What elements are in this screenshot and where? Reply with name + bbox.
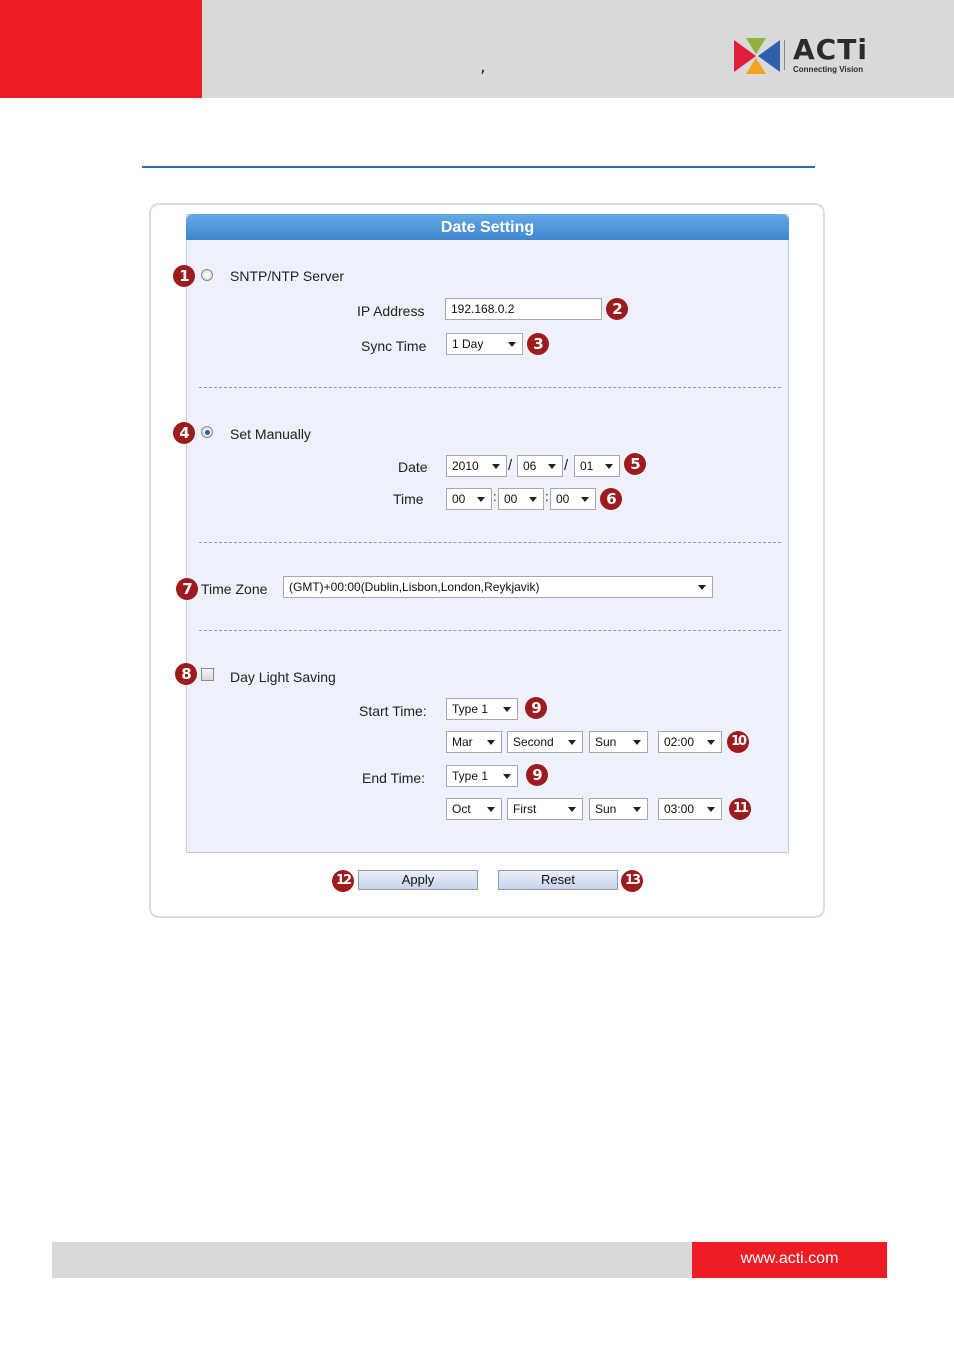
panel-title: Date Setting: [186, 214, 789, 240]
hour-value: 00: [452, 492, 466, 506]
chevron-down-icon: [477, 497, 485, 502]
chevron-down-icon: [487, 740, 495, 745]
marker-11: 11: [729, 798, 751, 820]
date-separator: /: [508, 457, 513, 474]
chevron-down-icon: [503, 707, 511, 712]
sync-time-select[interactable]: [446, 333, 523, 355]
chevron-down-icon: [568, 807, 576, 812]
end-time-value: 03:00: [664, 802, 695, 816]
marker-9: 9: [525, 697, 547, 719]
end-month-select[interactable]: [446, 798, 502, 820]
divider-1: [199, 387, 781, 388]
chevron-down-icon: [633, 740, 641, 745]
start-week-value: Second: [513, 735, 554, 749]
marker-2: 2: [606, 298, 628, 320]
header-punctuation: ,: [480, 56, 486, 77]
header-red-block: [0, 0, 202, 98]
hour-select[interactable]: [446, 488, 492, 510]
marker-8: 8: [175, 663, 197, 685]
logo-tagline: Connecting Vision: [793, 65, 864, 74]
chevron-down-icon: [707, 807, 715, 812]
chevron-down-icon: [529, 497, 537, 502]
acti-logo-icon: [734, 38, 780, 74]
second-value: 00: [556, 492, 570, 506]
time-zone-select[interactable]: [283, 576, 713, 598]
chevron-down-icon: [508, 342, 516, 347]
marker-5: 5: [624, 453, 646, 475]
reset-button[interactable]: Reset: [498, 870, 618, 890]
date-label: Date: [398, 459, 428, 475]
date-separator: /: [564, 457, 569, 474]
day-light-saving-label: Day Light Saving: [230, 669, 336, 685]
logo-divider: [784, 40, 785, 70]
ip-address-label: IP Address: [357, 303, 425, 319]
month-value: 06: [523, 459, 537, 473]
time-separator: :: [545, 489, 549, 504]
start-time-select[interactable]: [658, 731, 722, 753]
time-zone-label: Time Zone: [201, 581, 268, 597]
chevron-down-icon: [568, 740, 576, 745]
sync-time-value: 1 Day: [452, 337, 484, 351]
end-type-value: Type 1: [452, 769, 489, 783]
end-time-select[interactable]: [658, 798, 722, 820]
sntp-option-label: SNTP/NTP Server: [230, 268, 345, 284]
chevron-down-icon: [503, 774, 511, 779]
marker-3: 3: [527, 333, 549, 355]
start-type-select[interactable]: [446, 698, 518, 720]
sntp-radio[interactable]: [201, 269, 213, 281]
day-select[interactable]: [574, 455, 620, 477]
minute-select[interactable]: [498, 488, 544, 510]
month-select[interactable]: [517, 455, 563, 477]
chevron-down-icon: [548, 464, 556, 469]
start-time-value: 02:00: [664, 735, 695, 749]
time-label: Time: [393, 491, 424, 507]
end-week-value: First: [513, 802, 537, 816]
marker-9-end: 9: [526, 764, 548, 786]
set-manually-radio[interactable]: [201, 426, 213, 438]
sync-time-label: Sync Time: [361, 338, 427, 354]
end-time-label: End Time:: [362, 770, 426, 786]
end-day-value: Sun: [595, 802, 617, 816]
marker-4: 4: [173, 422, 195, 444]
year-select[interactable]: [446, 455, 507, 477]
year-value: 2010: [452, 459, 479, 473]
start-type-value: Type 1: [452, 702, 489, 716]
day-value: 01: [580, 459, 594, 473]
start-month-select[interactable]: [446, 731, 502, 753]
chevron-down-icon: [698, 585, 706, 590]
start-day-value: Sun: [595, 735, 617, 749]
chevron-down-icon: [487, 807, 495, 812]
marker-10: 10: [727, 731, 749, 753]
footer-url: www.acti.com: [692, 1242, 887, 1278]
chevron-down-icon: [633, 807, 641, 812]
chevron-down-icon: [707, 740, 715, 745]
second-select[interactable]: [550, 488, 596, 510]
divider-3: [199, 630, 781, 631]
section-rule: [142, 166, 815, 168]
end-type-select[interactable]: [446, 765, 518, 787]
logo-wordmark: ACTi: [793, 33, 868, 66]
ip-address-input[interactable]: 192.168.0.2: [445, 298, 602, 320]
marker-1: 1: [173, 265, 195, 287]
marker-12: 12: [332, 870, 354, 892]
end-month-value: Oct: [452, 802, 471, 816]
time-zone-value: (GMT)+00:00(Dublin,Lisbon,London,Reykjavik): [289, 580, 540, 594]
start-week-select[interactable]: [507, 731, 583, 753]
set-manually-label: Set Manually: [230, 426, 311, 442]
start-time-label: Start Time:: [359, 703, 427, 719]
day-light-saving-checkbox[interactable]: [201, 668, 214, 681]
minute-value: 00: [504, 492, 518, 506]
chevron-down-icon: [581, 497, 589, 502]
start-day-select[interactable]: [589, 731, 648, 753]
marker-7: 7: [176, 578, 198, 600]
end-week-select[interactable]: [507, 798, 583, 820]
divider-2: [199, 542, 781, 543]
end-day-select[interactable]: [589, 798, 648, 820]
marker-13: 13: [621, 870, 643, 892]
start-month-value: Mar: [452, 735, 473, 749]
apply-button[interactable]: Apply: [358, 870, 478, 890]
marker-6: 6: [600, 488, 622, 510]
chevron-down-icon: [492, 464, 500, 469]
time-separator: :: [493, 489, 497, 504]
chevron-down-icon: [605, 464, 613, 469]
